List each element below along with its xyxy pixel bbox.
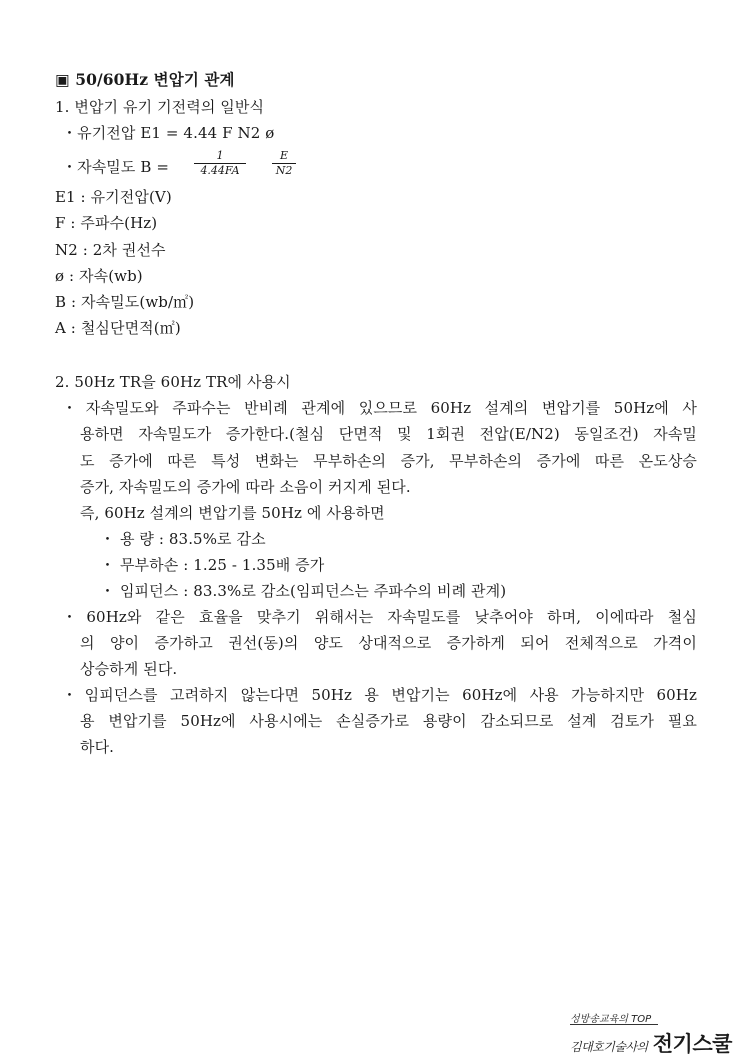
flux-density-label: ・자속밀도 B =: [62, 158, 169, 176]
logo-tagline: 성방송교육의 TOP: [570, 1014, 652, 1025]
paragraph-line: 용하면 자속밀도가 증가한다.(철심 단면적 및 1회권 전압(E/N2) 동일조건) 자속밀: [80, 425, 697, 443]
paragraph-line: 용 변압기를 50Hz에 사용시에는 손실증가로 용량이 감소되므로 설계 검토가 필요: [80, 712, 697, 730]
fraction-2-denominator: N2: [275, 164, 293, 177]
paragraph-line: ・자속밀도와 주파수는 반비례 관계에 있으므로 60Hz 설계의 변압기를 50Hz에 사: [62, 399, 697, 417]
fraction-1-numerator: 1: [216, 149, 224, 162]
legend-item: B : 자속밀도(wb/㎡): [55, 293, 195, 311]
legend-item: E1 : 유기전압(V): [55, 188, 172, 206]
section1-heading: 1. 변압기 유기 기전력의 일반식: [55, 98, 265, 116]
legend-item: F : 주파수(Hz): [55, 214, 158, 232]
paragraph-line: ・임피던스를 고려하지 않는다면 50Hz 용 변압기는 60Hz에 사용 가능하지만 60Hz: [62, 686, 697, 704]
legend-item: A : 철심단면적(㎡): [55, 319, 181, 337]
paragraph-line: 상승하게 된다.: [80, 660, 178, 678]
page-title: ▣ 50/60Hz 변압기 관계: [55, 70, 235, 89]
section2-heading: 2. 50Hz TR을 60Hz TR에 사용시: [55, 373, 291, 391]
fraction-1-denominator: 4.44FA: [200, 164, 240, 177]
logo-wordmark: [570, 1028, 732, 1058]
legend-item: ø : 자속(wb): [55, 267, 143, 285]
formula-fraction-1: [194, 150, 246, 177]
formula-fraction-2: [272, 150, 296, 177]
bullet-item: ・ 임피던스 : 83.3%로 감소(임피던스는 주파수의 비례 관계): [100, 582, 507, 600]
paragraph-line: ・60Hz와 같은 효율을 맞추기 위해서는 자속밀도를 낮추어야 하며, 이에따라 철심: [62, 608, 697, 626]
bullet-item: ・ 무부하손 : 1.25 - 1.35배 증가: [100, 556, 325, 574]
logo-school-text: 전기스쿨: [652, 1032, 732, 1056]
paragraph-subline: 즉, 60Hz 설계의 변압기를 50Hz 에 사용하면: [80, 504, 385, 522]
legend-item: N2 : 2차 권선수: [55, 241, 166, 259]
brand-logo: [570, 1010, 748, 1058]
logo-divider: [570, 1024, 658, 1025]
fraction-2-numerator: E: [279, 149, 289, 162]
logo-author-text: 김대호기술사의: [570, 1040, 648, 1054]
paragraph-line: 의 양이 증가하고 권선(동)의 양도 상대적으로 증가하게 되어 전체적으로 가격이: [80, 634, 697, 652]
paragraph-line: 하다.: [80, 738, 115, 756]
paragraph-line: 도 증가에 따른 특성 변화는 무부하손의 증가, 무부하손의 증가에 따른 온도상승: [80, 452, 697, 470]
paragraph-line: 증가, 자속밀도의 증가에 따라 소음이 커지게 된다.: [80, 478, 411, 496]
bullet-item: ・ 용 량 : 83.5%로 감소: [100, 530, 266, 548]
emf-formula: ・유기전압 E1 = 4.44 F N2 ø: [62, 124, 275, 142]
